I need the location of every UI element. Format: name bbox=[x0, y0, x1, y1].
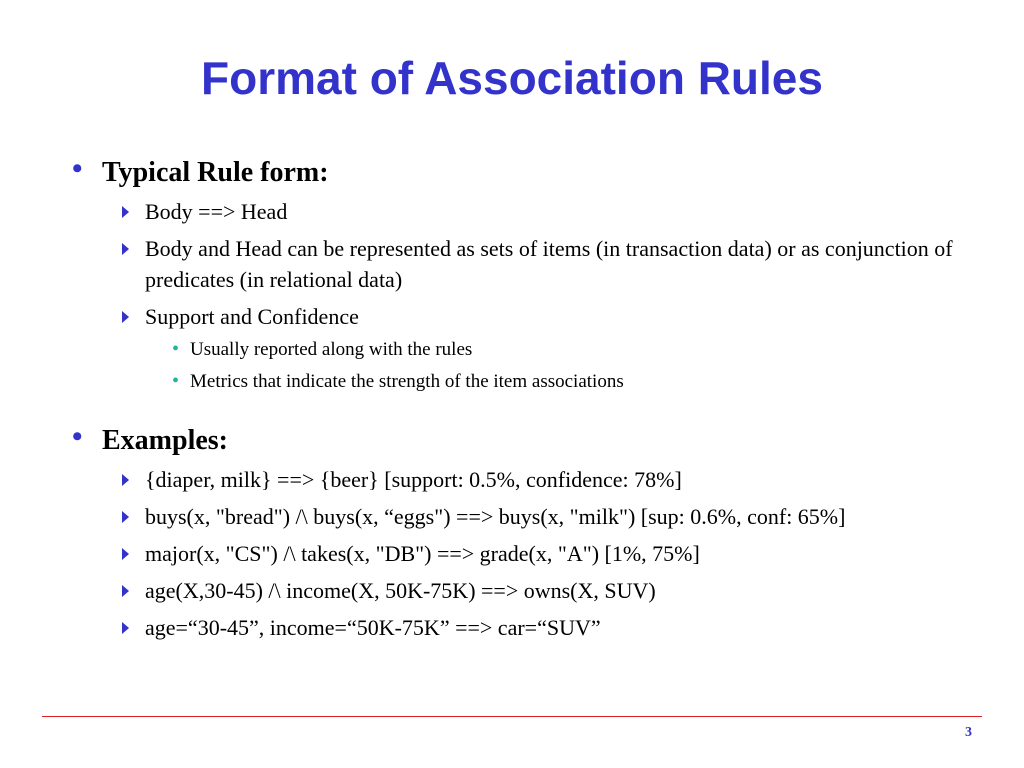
triangle-bullet-icon bbox=[122, 206, 129, 218]
triangle-bullet-icon bbox=[122, 585, 129, 597]
list-item bbox=[122, 575, 962, 606]
sub-list-item-text: Usually reported along with the rules bbox=[190, 339, 473, 360]
list-item-text: {diaper, milk} ==> {beer} [support: 0.5%, confidence: 78%] bbox=[145, 467, 682, 492]
small-dot-bullet-icon: • bbox=[172, 370, 180, 392]
footer-divider bbox=[42, 716, 982, 717]
list-item-text: buys(x, "bread") /\ buys(x, “eggs") ==> buys(x, "milk") [sup: 0.6%, conf: 65%] bbox=[145, 504, 846, 529]
round-bullet-icon: • bbox=[72, 152, 83, 185]
list-item bbox=[122, 301, 962, 332]
list-item bbox=[122, 464, 962, 495]
list-item-text: Support and Confidence bbox=[145, 304, 359, 329]
section-heading: Typical Rule form: bbox=[102, 157, 329, 188]
sub-list-item-text: Metrics that indicate the strength of the item associations bbox=[190, 371, 624, 392]
list-item-text: Body ==> Head bbox=[145, 199, 288, 224]
list-item-text: age(X,30-45) /\ income(X, 50K-75K) ==> owns(X, SUV) bbox=[145, 578, 656, 603]
list-item bbox=[122, 233, 962, 295]
triangle-bullet-icon bbox=[122, 622, 129, 634]
small-dot-bullet-icon: • bbox=[172, 338, 180, 360]
slide-title: Format of Association Rules bbox=[201, 52, 823, 104]
triangle-bullet-icon bbox=[122, 474, 129, 486]
section-heading: Examples: bbox=[102, 425, 228, 456]
list-item bbox=[122, 538, 962, 569]
sub-list-item bbox=[172, 370, 624, 394]
triangle-bullet-icon bbox=[122, 548, 129, 560]
list-item bbox=[122, 612, 962, 643]
round-bullet-icon: • bbox=[72, 420, 83, 453]
sub-list-item bbox=[172, 338, 472, 362]
list-item-text: Body and Head can be represented as sets of items (in transaction data) or as conjunction of predicates (in relational data) bbox=[145, 236, 953, 292]
list-item bbox=[122, 501, 962, 532]
list-item-text: age=“30-45”, income=“50K-75K” ==> car=“SUV” bbox=[145, 615, 601, 640]
list-item bbox=[122, 196, 962, 227]
triangle-bullet-icon bbox=[122, 311, 129, 323]
triangle-bullet-icon bbox=[122, 511, 129, 523]
list-item-text: major(x, "CS") /\ takes(x, "DB") ==> grade(x, "A") [1%, 75%] bbox=[145, 541, 700, 566]
page-number: 3 bbox=[965, 725, 972, 740]
triangle-bullet-icon bbox=[122, 243, 129, 255]
